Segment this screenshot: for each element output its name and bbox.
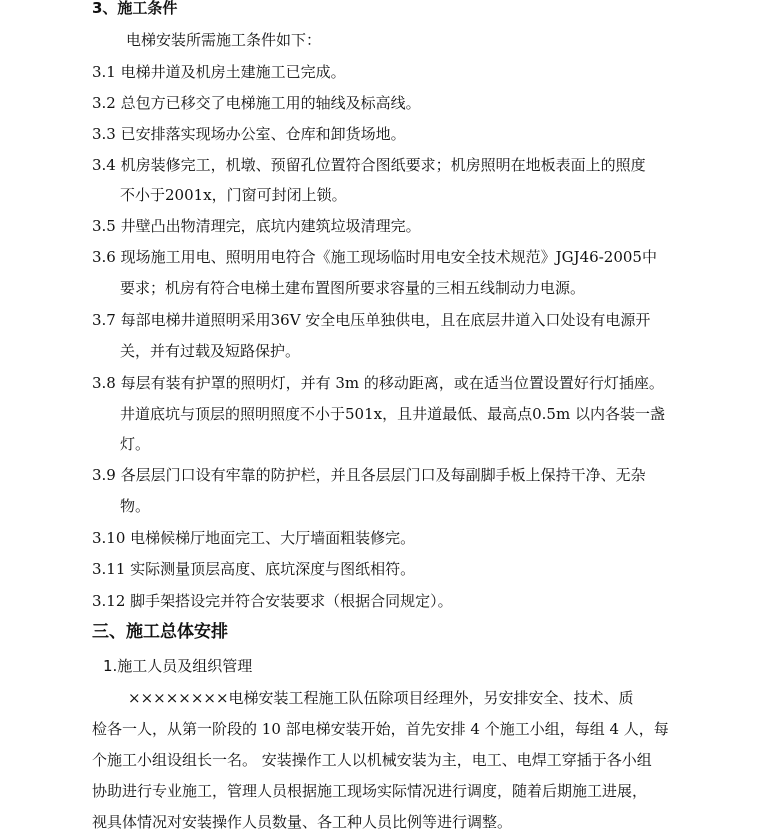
item-3-2: 3.2 总包方已移交了电梯施工用的轴线及标高线。 (92, 94, 421, 112)
item-3-5: 3.5 井壁凸出物清理完，底坑内建筑垃圾清理完。 (92, 217, 421, 235)
paragraph-line-1: ××××××××电梯安装工程施工队伍除项目经理外，另安排安全、技术、质 (128, 689, 634, 707)
item-3-8-line-2: 井道底坑与顶层的照明照度不小于501x，且井道最低、最高点0.5m 以内各装一盏 (120, 405, 665, 423)
section-3-heading: 3、施工条件 (92, 0, 178, 17)
paragraph-line-2: 检各一人，从第一阶段的 10 部电梯安装开始，首先安排 4 个施工小组，每组 4 人，每 (92, 720, 669, 738)
item-3-11: 3.11 实际测量顶层高度、底坑深度与图纸相符。 (92, 560, 416, 578)
item-3-7-line-1: 3.7 每部电梯井道照明采用36V 安全电压单独供电，且在底层井道入口处设有电源开 (92, 311, 651, 329)
item-3-6-line-1: 3.6 现场施工用电、照明用电符合《施工现场临时用电安全技术规范》JGJ46-2005中 (92, 248, 657, 266)
item-3-3: 3.3 已安排落实现场办公室、仓库和卸货场地。 (92, 125, 406, 143)
item-3-10: 3.10 电梯候梯厅地面完工、大厅墙面粗装修完。 (92, 529, 416, 547)
item-3-9-line-2: 物。 (120, 497, 151, 515)
item-3-4-line-2: 不小于2001x，门窗可封闭上锁。 (120, 186, 347, 204)
item-3-1: 3.1 电梯井道及机房土建施工已完成。 (92, 63, 346, 81)
section-3-intro: 电梯安装所需施工条件如下： (126, 31, 322, 49)
item-3-8-line-1: 3.8 每层有装有护罩的照明灯，并有 3m 的移动距离，或在适当位置设置好行灯插座。 (92, 374, 664, 392)
item-3-7-line-2: 关，并有过载及短路保护。 (120, 342, 301, 360)
item-3-6-line-2: 要求；机房有符合电梯土建布置图所要求容量的三相五线制动力电源。 (120, 279, 586, 297)
item-3-9-line-1: 3.9 各层层门口设有牢靠的防护栏，并且各层层门口及每副脚手板上保持干净、无杂 (92, 466, 646, 484)
item-3-8-line-3: 灯。 (120, 435, 151, 453)
paragraph-line-3: 个施工小组设组长一名。 安装操作工人以机械安装为主，电工、电焊工穿插于各小组 (92, 751, 652, 769)
paragraph-line-5: 视具体情况对安装操作人员数量、各工种人员比例等进行调整。 (92, 813, 513, 831)
section-main-heading: 三、施工总体安排 (92, 622, 228, 642)
item-3-4-line-1: 3.4 机房装修完工，机墩、预留孔位置符合图纸要求；机房照明在地板表面上的照度 (92, 156, 646, 174)
item-3-12: 3.12 脚手架搭设完并符合安装要求（根据合同规定）。 (92, 592, 453, 610)
subsection-heading: 1.施工人员及组织管理 (103, 657, 253, 675)
paragraph-line-4: 协助进行专业施工，管理人员根据施工现场实际情况进行调度，随着后期施工进展， (92, 782, 648, 800)
